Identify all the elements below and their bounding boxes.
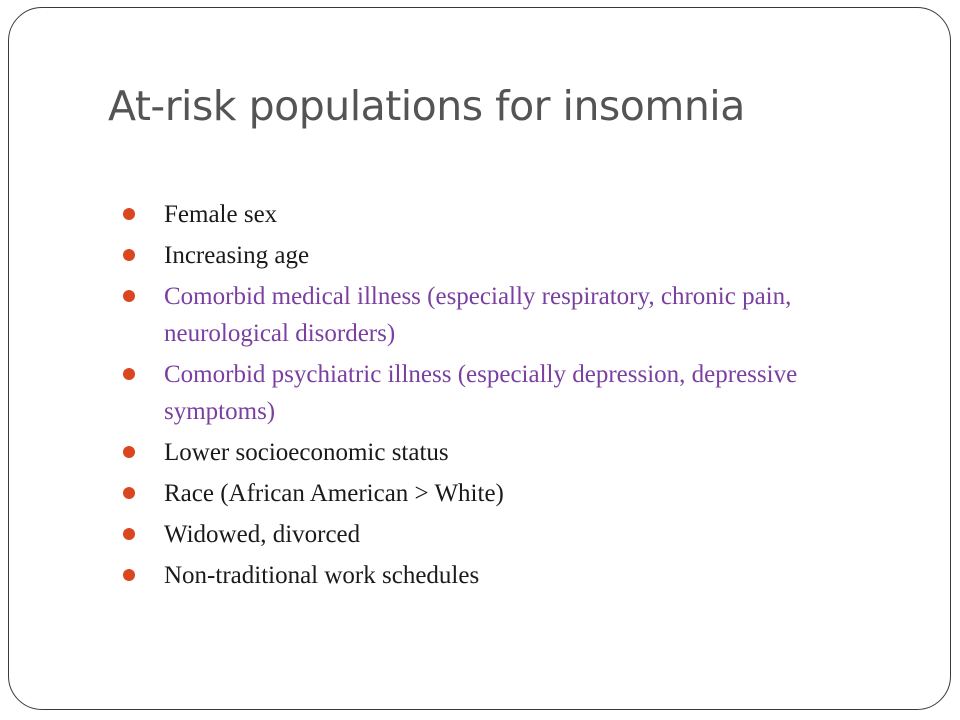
bullet-icon [123, 249, 135, 261]
list-item-text: Widowed, divorced [164, 521, 361, 548]
list-item [120, 196, 900, 233]
bullet-icon [123, 528, 135, 540]
list-item-text: Lower socioeconomic status [164, 439, 449, 466]
bullet-list [120, 196, 900, 598]
list-item-text: Comorbid medical illness (especially respiratory, chronic pain, neurological disorders) [164, 283, 792, 347]
list-item [120, 475, 900, 512]
bullet-icon [123, 446, 135, 458]
list-item [120, 434, 900, 471]
list-item [120, 237, 900, 274]
list-item [120, 557, 900, 594]
slide-title: At-risk populations for insomnia [108, 82, 745, 130]
bullet-icon [123, 487, 135, 499]
list-item [120, 278, 900, 352]
list-item-text: Non-traditional work schedules [164, 562, 480, 589]
list-item-text: Comorbid psychiatric illness (especially depression, depressive symptoms) [164, 361, 798, 425]
list-item [120, 356, 900, 430]
bullet-icon [123, 208, 135, 220]
bullet-icon [123, 290, 135, 302]
bullet-icon [123, 569, 135, 581]
list-item-text: Race (African American > White) [164, 480, 504, 507]
list-item-text: Increasing age [164, 242, 310, 269]
list-item-text: Female sex [164, 201, 278, 228]
bullet-icon [123, 368, 135, 380]
list-item [120, 516, 900, 553]
